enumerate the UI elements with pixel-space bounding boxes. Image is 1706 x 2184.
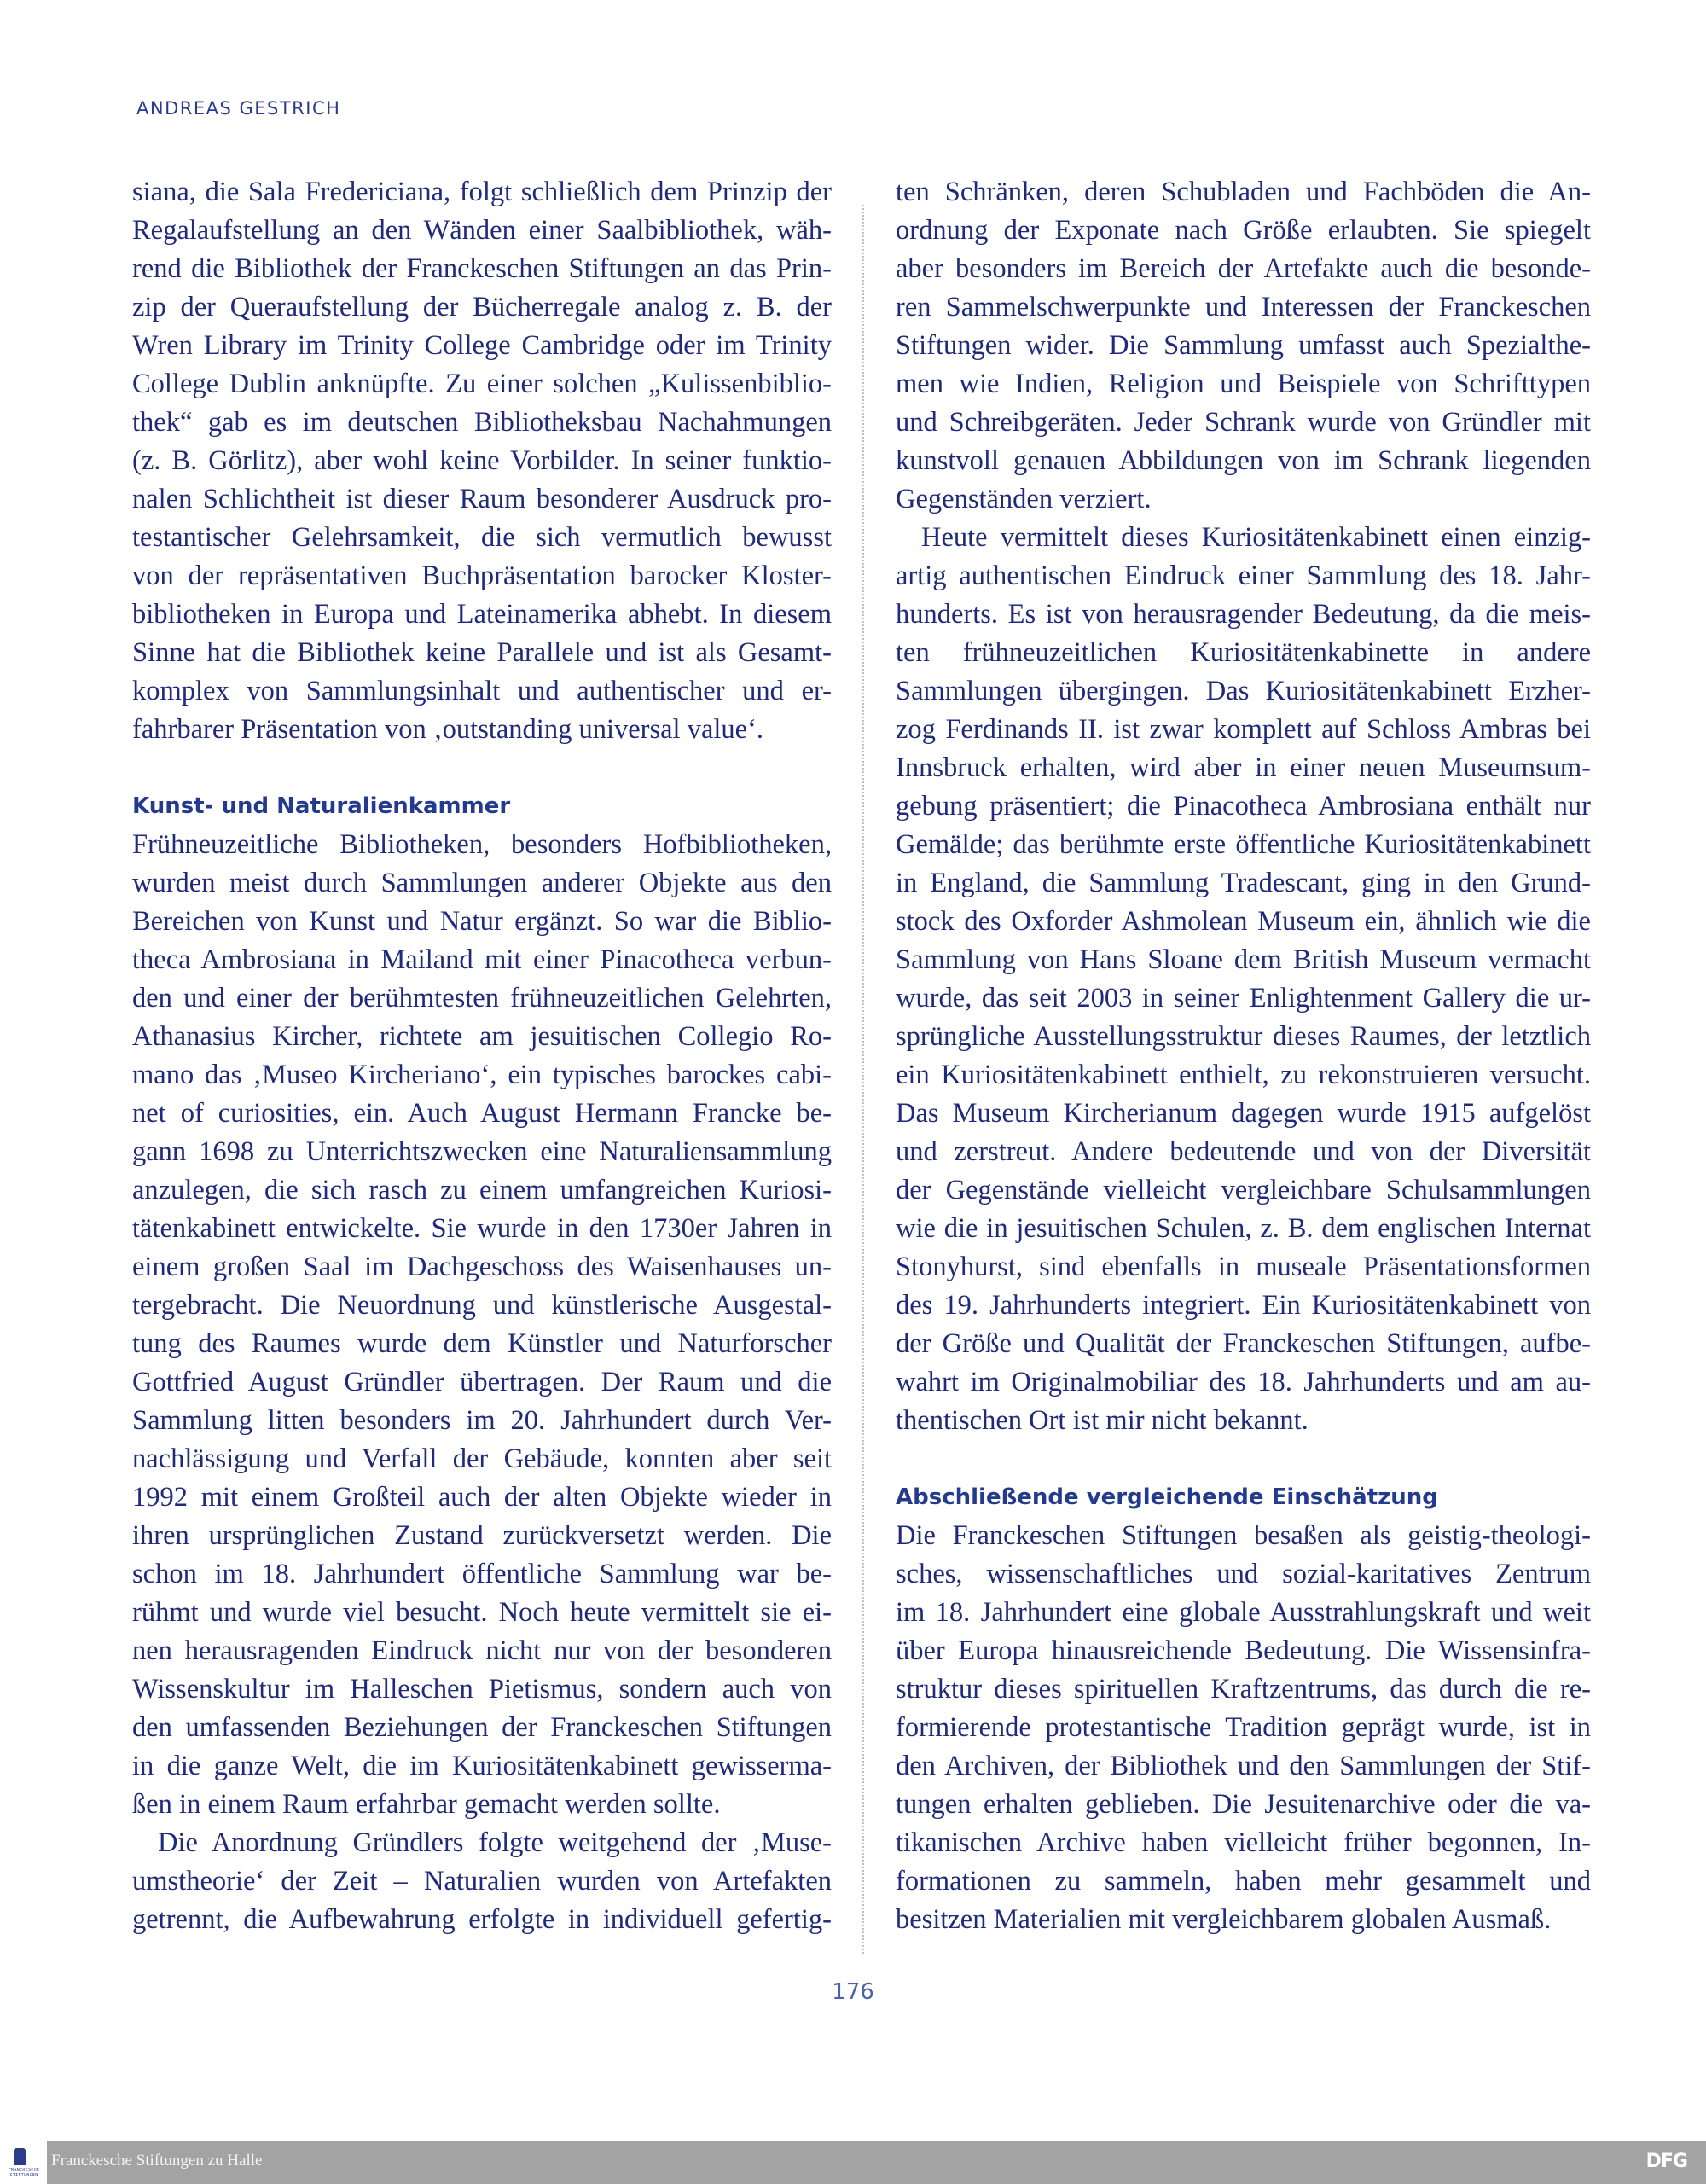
paragraph-cabinets-continued <box>896 173 1591 519</box>
text-line: 1992 mit einem Großteil auch der alten Objekte wieder in <box>132 1482 832 1513</box>
text-line: wie die in jesuitischen Schulen, z. B. dem englischen Internat <box>896 1213 1591 1244</box>
text-line: Stiftungen wider. Die Sammlung umfasst auch Spezialthe- <box>896 330 1591 361</box>
text-line: thek“ gab es im deutschen Bibliotheksbau Nachahmungen <box>132 407 832 438</box>
text-line: Innsbruck erhalten, wird aber in einer neuen Museumsum- <box>896 752 1591 783</box>
text-line: rühmt und wurde viel besucht. Noch heute vermittelt sie ei- <box>132 1597 832 1628</box>
text-line: Die Anordnung Gründlers folgte weitgehend der ‚Muse- <box>158 1827 832 1858</box>
running-head-author: ANDREAS GESTRICH <box>136 98 341 119</box>
text-line: wahrt im Originalmobiliar des 18. Jahrhunderts und am au- <box>896 1367 1591 1397</box>
text-line: gann 1698 zu Unterrichtszwecken eine Naturaliensammlung <box>132 1136 832 1167</box>
text-line: von der repräsentativen Buchpräsentation barocker Kloster- <box>132 561 832 591</box>
footer-institution-name: Franckesche Stiftungen zu Halle <box>51 2152 263 2169</box>
text-line: tätenkabinett entwickelte. Sie wurde in den 1730er Jahren in <box>132 1213 832 1244</box>
text-line: in die ganze Welt, die im Kuriositätenkabinett gewisserma- <box>132 1751 832 1781</box>
text-line: College Dublin anknüpfte. Zu einer solchen „Kulissenbiblio- <box>132 369 832 399</box>
text-line: stock des Oxforder Ashmolean Museum ein, ähnlich wie die <box>896 906 1591 937</box>
text-line: ordnung der Exponate nach Größe erlaubten. Sie spiegelt <box>896 215 1591 246</box>
text-line: der Gegenstände vielleicht vergleichbare Schulsammlungen <box>896 1175 1591 1205</box>
paragraph-kunstkammer-intro <box>132 826 832 1824</box>
text-line: Das Museum Kircherianum dagegen wurde 1915 aufgelöst <box>896 1098 1591 1129</box>
text-line: rend die Bibliothek der Franckeschen Stiftungen an das Prin- <box>132 253 832 284</box>
text-line: anzulegen, die sich rasch zu einem umfangreichen Kuriosi- <box>132 1175 832 1205</box>
paragraph-final-assessment <box>896 1517 1591 1939</box>
text-line: Sinne hat die Bibliothek keine Parallele und ist als Gesamt- <box>132 637 832 668</box>
text-line: mano das ‚Museo Kircheriano‘, ein typisches barockes cabi- <box>132 1060 832 1090</box>
text-line: zip der Queraufstellung der Bücherregale analog z. B. der <box>132 292 832 322</box>
text-line: über Europa hinausreichende Bedeutung. Die Wissensinfra- <box>896 1635 1591 1666</box>
text-line: kunstvoll genauen Abbildungen von im Schrank liegenden <box>896 445 1591 476</box>
text-line: Wissenskultur im Halleschen Pietismus, sondern auch von <box>132 1674 832 1705</box>
text-line: besitzen Materialien mit vergleichbarem globalen Ausmaß. <box>896 1904 1552 1935</box>
text-line: einem großen Saal im Dachgeschoss des Waisenhauses un- <box>132 1252 832 1282</box>
text-line: den umfassenden Beziehungen der Franckeschen Stiftungen <box>132 1712 832 1743</box>
text-line: tikanischen Archive haben vielleicht früher begonnen, In- <box>896 1827 1591 1858</box>
text-line: tungen erhalten geblieben. Die Jesuitenarchive oder die va- <box>896 1789 1591 1820</box>
text-line: nalen Schlichtheit ist dieser Raum besonderer Ausdruck pro- <box>132 484 832 514</box>
text-line: Sammlung litten besonders im 20. Jahrhundert durch Ver- <box>132 1405 832 1436</box>
text-line: Wren Library im Trinity College Cambridge oder im Trinity <box>132 330 832 361</box>
dfg-logo: DFG <box>1645 2151 1687 2172</box>
text-line: ten Schränken, deren Schubladen und Fachböden die An- <box>896 177 1591 207</box>
text-line: ihren ursprünglichen Zustand zurückversetzt werden. Die <box>132 1520 832 1551</box>
text-line: Regalaufstellung an den Wänden einer Saalbibliothek, wäh- <box>132 215 832 246</box>
section-heading-abschliessende-einschaetzung: Abschließende vergleichende Einschätzung <box>896 1484 1438 1510</box>
text-line: der Größe und Qualität der Franckeschen Stiftungen, aufbe- <box>896 1328 1591 1359</box>
text-line: in England, die Sammlung Tradescant, ging in den Grund- <box>896 868 1591 898</box>
text-line: Stonyhurst, sind ebenfalls in museale Präsentationsformen <box>896 1252 1591 1282</box>
text-line: formierende protestantische Tradition geprägt wurde, ist in <box>896 1712 1591 1743</box>
text-line: Gemälde; das berühmte erste öffentliche Kuriositätenkabinett <box>896 829 1591 860</box>
text-line: wurde, das seit 2003 in seiner Enlightenment Gallery die ur- <box>896 983 1591 1014</box>
text-line: sches, wissenschaftliches und sozial-karitatives Zentrum <box>896 1559 1591 1589</box>
text-line: den und einer der berühmtesten frühneuzeitlichen Gelehrten, <box>132 983 832 1014</box>
text-line: men wie Indien, Religion und Beispiele von Schrifttypen <box>896 369 1591 399</box>
text-line: ren Sammelschwerpunkte und Interessen der Franckeschen <box>896 292 1591 322</box>
text-line: des 19. Jahrhunderts integriert. Ein Kuriositätenkabinett von <box>896 1290 1591 1321</box>
text-line: struktur dieses spirituellen Kraftzentrums, das durch die re- <box>896 1674 1591 1705</box>
column-divider <box>862 205 864 1954</box>
text-line: Die Franckeschen Stiftungen besaßen als geistig-theologi- <box>896 1520 1591 1551</box>
left-column <box>132 173 832 1939</box>
text-line: hunderts. Es ist von herausragender Bedeutung, da die meis- <box>896 599 1591 630</box>
text-line: formationen zu sammeln, haben mehr gesammelt und <box>896 1866 1591 1896</box>
text-line: wurden meist durch Sammlungen anderer Objekte aus den <box>132 868 832 898</box>
text-line: nen herausragenden Eindruck nicht nur von der besonderen <box>132 1635 832 1666</box>
text-line: net of curiosities, ein. Auch August Hermann Francke be- <box>132 1098 832 1129</box>
paragraph-library-conclusion <box>132 173 832 749</box>
text-line: zog Ferdinands II. ist zwar komplett auf Schloss Ambras bei <box>896 714 1591 745</box>
text-line: im 18. Jahrhundert eine globale Ausstrahlungskraft und weit <box>896 1597 1591 1628</box>
text-line: (z. B. Görlitz), aber wohl keine Vorbilder. In seiner funktio- <box>132 445 832 476</box>
logo-caption: FRANCKESCHE STIFTUNGEN <box>8 2168 40 2178</box>
text-line: getrennt, die Aufbewahrung erfolgte in individuell gefertig- <box>132 1904 832 1935</box>
text-line: Athanasius Kircher, richtete am jesuitischen Collegio Ro- <box>132 1021 832 1052</box>
text-line: gebung präsentiert; die Pinacotheca Ambrosiana enthält nur <box>896 791 1591 822</box>
franckesche-stiftungen-logo <box>0 2141 47 2184</box>
text-line: ein Kuriositätenkabinett enthielt, zu rekonstruieren versucht. <box>896 1060 1591 1090</box>
text-line: Heute vermittelt dieses Kuriositätenkabinett einen einzig- <box>921 522 1591 553</box>
text-line: thentischen Ort ist mir nicht bekannt. <box>896 1405 1309 1436</box>
text-line: den Archiven, der Bibliothek und den Sammlungen der Stif- <box>896 1751 1591 1781</box>
paragraph-gruendler-arrangement <box>132 1824 832 1939</box>
right-column <box>896 173 1591 1939</box>
text-line: schon im 18. Jahrhundert öffentliche Sammlung war be- <box>132 1559 832 1589</box>
text-line: sprüngliche Ausstellungsstruktur dieses Raumes, der letztlich <box>896 1021 1591 1052</box>
text-line: artig authentischen Eindruck einer Sammlung des 18. Jahr- <box>896 561 1591 591</box>
text-line: Frühneuzeitliche Bibliotheken, besonders Hofbibliotheken, <box>132 829 832 860</box>
text-line: Sammlungen übergingen. Das Kuriositätenkabinett Erzher- <box>896 676 1591 706</box>
paragraph-cabinet-comparison <box>896 519 1591 1440</box>
text-line: fahrbarer Präsentation von ‚outstanding universal value‘. <box>132 714 764 745</box>
text-line: testantischer Gelehrsamkeit, die sich vermutlich bewusst <box>132 522 832 553</box>
text-line: theca Ambrosiana in Mailand mit einer Pinacotheca verbun- <box>132 944 832 975</box>
text-line: tergebracht. Die Neuordnung und künstlerische Ausgestal- <box>132 1290 832 1321</box>
text-line: tung des Raumes wurde dem Künstler und Naturforscher <box>132 1328 832 1359</box>
text-line: Bereichen von Kunst und Natur ergänzt. So war die Biblio- <box>132 906 832 937</box>
text-line: ßen in einem Raum erfahrbar gemacht werden sollte. <box>132 1789 721 1820</box>
text-line: komplex von Sammlungsinhalt und authentischer und er- <box>132 676 832 706</box>
text-line: Gegenständen verziert. <box>896 484 1152 514</box>
text-line: und Schreibgeräten. Jeder Schrank wurde von Gründler mit <box>896 407 1591 438</box>
text-line: und zerstreut. Andere bedeutende und von der Diversität <box>896 1136 1591 1167</box>
orphan-figure-icon <box>14 2148 26 2165</box>
page-number: 176 <box>832 1979 874 2005</box>
text-line: Sammlung von Hans Sloane dem British Museum vermacht <box>896 944 1591 975</box>
text-line: nachlässigung und Verfall der Gebäude, konnten aber seit <box>132 1443 832 1474</box>
text-line: Gottfried August Gründler übertragen. Der Raum und die <box>132 1367 832 1397</box>
text-line: siana, die Sala Fredericiana, folgt schließlich dem Prinzip der <box>132 177 832 207</box>
text-line: aber besonders im Bereich der Artefakte auch die besonde- <box>896 253 1591 284</box>
text-line: bibliotheken in Europa und Lateinamerika abhebt. In diesem <box>132 599 832 630</box>
text-line: umstheorie‘ der Zeit – Naturalien wurden von Artefakten <box>132 1866 832 1896</box>
text-line: ten frühneuzeitlichen Kuriositätenkabinette in andere <box>896 637 1591 668</box>
section-heading-kunst-naturalienkammer: Kunst- und Naturalienkammer <box>132 793 511 819</box>
